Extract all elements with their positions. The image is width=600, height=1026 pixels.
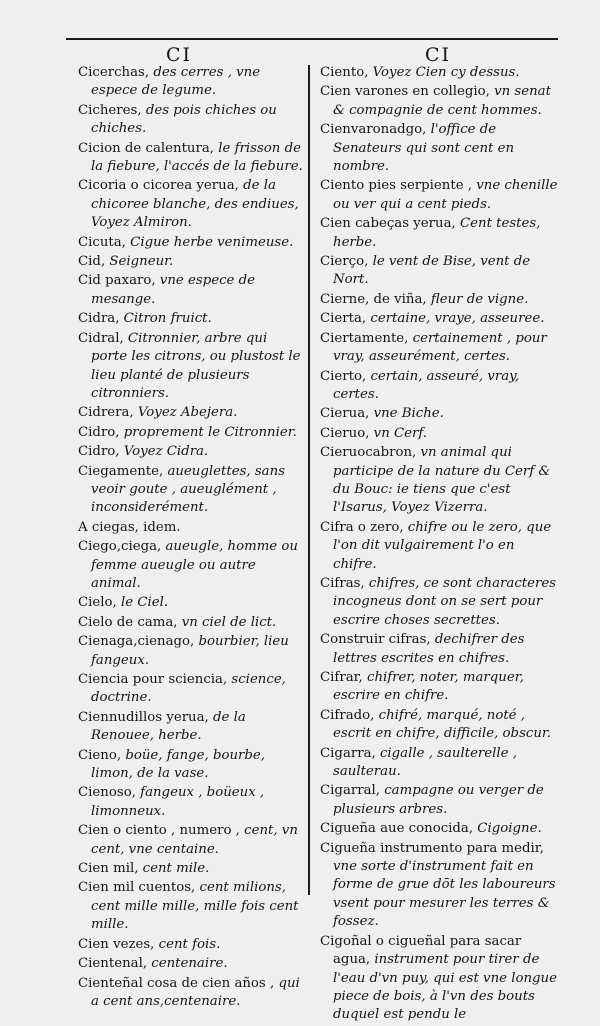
entry-definition: dechifrer des lettres escrites en chifres.	[333, 632, 525, 666]
entry-headword: Cifrado,	[320, 707, 375, 723]
entry-headword: Cierta,	[320, 311, 367, 327]
entry-headword: Cielo,	[78, 595, 117, 611]
entry-definition: vne sorte d'instrument fait en forme de grue dōt les laboureurs vsent pour mesurer les terres & fossez.	[333, 859, 556, 930]
dictionary-entry	[78, 709, 304, 746]
entry-definition: cent, vn cent, vne centaine.	[91, 823, 298, 857]
dictionary-entry	[320, 83, 558, 120]
dictionary-entry	[78, 519, 304, 537]
dictionary-entry	[78, 860, 304, 878]
entry-headword: Cien varones en collegio,	[320, 84, 490, 100]
dictionary-entry	[320, 405, 558, 423]
entry-headword: Cid,	[78, 254, 106, 270]
entry-headword: Cien o ciento , numero ,	[78, 823, 240, 839]
entry-headword: Cienvaronadgo,	[320, 122, 427, 138]
dictionary-entry	[320, 840, 558, 932]
dictionary-entry	[78, 822, 304, 859]
dictionary-entry	[78, 253, 304, 271]
entry-headword: Cifrar,	[320, 670, 363, 685]
dictionary-entry	[320, 707, 558, 744]
entry-definition: chifrer, noter, marquer, escrire en chifre.	[333, 670, 524, 704]
entry-headword: Cienteñal cosa de cien años ,	[78, 975, 275, 991]
entry-headword: Cien mil,	[78, 861, 139, 877]
dictionary-entry	[78, 614, 304, 632]
entry-definition: vn Cerf.	[369, 425, 428, 441]
entry-definition: vn animal qui participe de la nature du Cerf & du Bouc: ie tiens que c'est l'Isarus, Voyez Vizerra.	[333, 445, 551, 516]
entry-headword: Cigoñal o cigueñal para sacar agua,	[320, 933, 522, 968]
dictionary-entry	[320, 215, 558, 252]
left-column	[78, 64, 304, 1012]
entry-headword: Cien cabeças yerua,	[320, 216, 456, 232]
dictionary-entry	[320, 64, 558, 82]
dictionary-entry	[320, 368, 558, 405]
dictionary-entry	[78, 594, 304, 612]
entry-definition: chifre ou le zero, que l'on dit vulgairement l'o en chifre.	[333, 519, 552, 572]
entry-definition: bourbier, lieu fangeux.	[91, 634, 289, 668]
entry-definition: Citron fruict.	[119, 311, 212, 327]
dictionary-entry	[320, 669, 558, 706]
entry-definition: le frisson de la fiebure, l'accés de la fiebure.	[91, 140, 303, 175]
entry-definition: fangeux , boüeux , limonneux.	[91, 785, 265, 819]
dictionary-entry	[320, 425, 558, 443]
dictionary-entry	[78, 443, 304, 461]
entry-definition: l'office de Senateurs qui sont cent en nombre.	[333, 122, 515, 175]
dictionary-entry	[78, 272, 304, 309]
entry-definition: le Ciel.	[116, 595, 169, 611]
dictionary-entry	[78, 64, 304, 101]
dictionary-entry	[320, 330, 558, 367]
entry-headword: Cicion de calentura,	[78, 140, 215, 156]
entry-definition: cigalle , saulterelle , saulterau.	[333, 745, 517, 780]
entry-definition: aueugle, homme ou femme aueugle ou autre animal.	[91, 539, 298, 591]
entry-headword: Cierne, de viña,	[320, 291, 427, 307]
dictionary-entry	[320, 519, 558, 574]
entry-headword: Ciego,ciega,	[78, 539, 162, 555]
dictionary-entry	[78, 879, 304, 934]
entry-definition: cent milions, cent mille mille, mille fois cent mille.	[91, 880, 299, 933]
entry-headword: Cifras,	[320, 575, 365, 591]
entry-headword: Cieruocabron,	[320, 445, 417, 461]
dictionary-entry	[320, 444, 558, 518]
entry-headword: Cienaga,cienago,	[78, 634, 195, 650]
entry-headword: Cieno,	[78, 747, 122, 763]
entry-definition: instrument pour tirer de l'eau d'vn puy, qui est vne longue piece de bois, à l'vn des bouts duquel est pendu le	[333, 952, 557, 1023]
entry-definition: des pois chiches ou chiches.	[91, 102, 277, 137]
entry-headword: Cien mil cuentos,	[78, 880, 196, 896]
entry-headword: Cidrera,	[78, 405, 134, 421]
entry-definition: des cerres , vne espece de legume.	[91, 65, 261, 99]
dictionary-entry	[78, 140, 304, 177]
dictionary-entry	[78, 633, 304, 670]
dictionary-entry	[78, 330, 304, 404]
entry-definition: science, doctrine.	[91, 672, 286, 706]
header-left: CI	[166, 44, 193, 66]
entry-definition: aueuglettes, sans veoir goute , aueuglément , inconsiderément.	[91, 463, 285, 516]
entry-headword: Cierto,	[320, 368, 367, 384]
dictionary-entry	[78, 975, 304, 1012]
dictionary-entry	[78, 936, 304, 954]
entry-headword: Cientenal,	[78, 956, 148, 972]
entry-definition: boüe, fange, bourbe, limon, de la vase.	[91, 747, 266, 782]
entry-definition: Voyez Abejera.	[133, 405, 238, 421]
dictionary-entry	[320, 745, 558, 782]
entry-definition: Voyez Cien cy dessus.	[368, 65, 520, 80]
entry-headword: Cid paxaro,	[78, 273, 156, 289]
entry-definition: vn senat & compagnie de cent hommes.	[333, 84, 551, 118]
dictionary-entry	[78, 463, 304, 518]
entry-definition: certainement , pour vray, asseurément, certes.	[333, 330, 547, 365]
dictionary-entry	[320, 631, 558, 668]
dictionary-entry	[78, 671, 304, 708]
entry-definition: vne espece de mesange.	[91, 273, 256, 307]
entry-headword: Cielo de cama,	[78, 614, 178, 630]
entry-headword: Cidro,	[78, 424, 120, 440]
entry-definition: Seigneur.	[105, 254, 174, 270]
entry-headword: Construir cifras,	[320, 632, 431, 648]
entry-definition: certain, asseuré, vray, certes.	[333, 368, 520, 402]
header-right: CI	[425, 44, 452, 66]
dictionary-entry	[78, 310, 304, 328]
entry-definition: vne chenille ou ver qui a cent pieds.	[333, 178, 558, 212]
dictionary-entry	[320, 575, 558, 630]
entry-headword: Cigueña instrumento para medir,	[320, 840, 544, 856]
entry-headword: Ciennudillos yerua,	[78, 709, 209, 725]
dictionary-entry	[320, 121, 558, 176]
entry-headword: Cigarra,	[320, 745, 376, 761]
dictionary-entry	[78, 404, 304, 422]
entry-headword: Cieruo,	[320, 425, 370, 441]
dictionary-entry	[320, 291, 558, 309]
dictionary-entry	[78, 102, 304, 139]
entry-headword: Ciertamente,	[320, 330, 409, 346]
entry-headword: Ciegamente,	[78, 463, 164, 479]
entry-headword: Cienoso,	[78, 785, 136, 801]
entry-definition: Citronnier, arbre qui porte les citrons, ou plustost le lieu planté de plusieurs citronniers.	[91, 330, 301, 401]
dictionary-entry	[78, 747, 304, 784]
entry-definition: qui a cent ans,centenaire.	[91, 975, 300, 1009]
entry-headword: Cien vezes,	[78, 936, 155, 952]
dictionary-entry	[320, 310, 558, 328]
column-divider	[308, 65, 310, 895]
entry-definition: de la chicoree blanche, des endiues, Voyez Almiron.	[91, 178, 299, 231]
entry-headword: Ciento,	[320, 65, 369, 80]
dictionary-entry	[320, 820, 558, 838]
entry-definition: Cent testes, herbe.	[333, 216, 541, 250]
dictionary-entry	[320, 782, 558, 819]
entry-headword: Cierço,	[320, 254, 369, 270]
entry-definition: fleur de vigne.	[426, 291, 529, 307]
top-rule	[66, 38, 558, 40]
entry-headword: Cicerchas,	[78, 65, 150, 80]
dictionary-entry	[78, 955, 304, 973]
entry-definition: centenaire.	[147, 956, 228, 972]
dictionary-entry	[320, 177, 558, 214]
dictionary-entry	[320, 933, 558, 1025]
dictionary-entry	[78, 234, 304, 252]
entry-headword: Cicuta,	[78, 234, 126, 250]
entry-definition: chifres, ce sont characteres incogneus dont on se sert pour escrire choses secrettes.	[333, 575, 557, 628]
dictionary-entry	[78, 177, 304, 232]
entry-definition: certaine, vraye, asseuree.	[366, 311, 545, 327]
entry-definition: Cigue herbe venimeuse.	[125, 234, 294, 250]
entry-definition: proprement le Citronnier.	[119, 424, 297, 440]
entry-definition: vn ciel de lict.	[177, 614, 277, 630]
entry-definition: le vent de Bise, vent de Nort.	[333, 254, 531, 288]
dictionary-entry	[78, 538, 304, 593]
entry-headword: Cigueña aue conocida,	[320, 821, 474, 837]
entry-headword: Cifra o zero,	[320, 519, 404, 535]
entry-headword: Ciento pies serpiente ,	[320, 178, 473, 194]
entry-headword: Cigarral,	[320, 783, 380, 799]
entry-definition: vne Biche.	[369, 406, 444, 422]
right-column	[320, 64, 558, 1026]
dictionary-entry	[78, 424, 304, 442]
entry-definition: Cigoigne.	[473, 821, 542, 837]
dictionary-entry	[320, 253, 558, 290]
entry-headword: Cicoria o cicorea yerua,	[78, 178, 239, 194]
entry-definition: cent fois.	[154, 936, 221, 952]
entry-definition: cent mile.	[138, 861, 210, 877]
entry-headword: Cidral,	[78, 330, 124, 346]
entry-headword: Cidro,	[78, 444, 120, 460]
entry-definition: Voyez Cidra.	[119, 444, 209, 460]
entry-headword: Ciencia pour sciencia,	[78, 672, 228, 687]
entry-headword: Cierua,	[320, 406, 370, 422]
entry-headword: A ciegas, idem.	[78, 519, 181, 535]
entry-definition: de la Renouee, herbe.	[91, 709, 246, 744]
entry-definition: campagne ou verger de plusieurs arbres.	[333, 783, 544, 817]
entry-headword: Cidra,	[78, 311, 120, 327]
dictionary-entry	[78, 784, 304, 821]
entry-definition: chifré, marqué, noté , escrit en chifre, difficile, obscur.	[333, 707, 552, 742]
entry-headword: Cicheres,	[78, 102, 142, 118]
